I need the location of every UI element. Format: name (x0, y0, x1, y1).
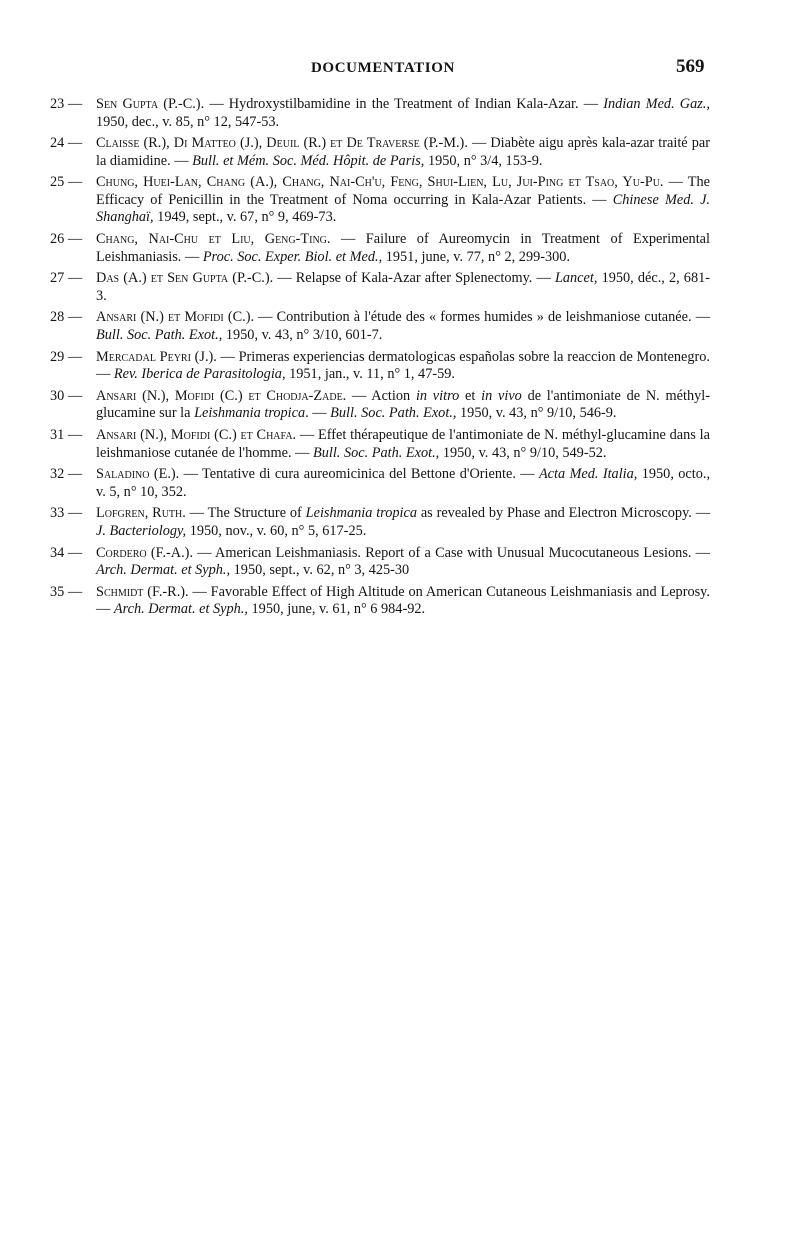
reference-item (50, 135, 710, 170)
reference-title: . (305, 405, 309, 422)
reference-journal: Rev. Iberica de Parasitologia, (113, 366, 286, 383)
reference-title: Relapse of Kala-Azar after Splenectomy. (295, 270, 533, 287)
reference-text: Schmidt (F.-R.). — Favorable Effect of High Altitude on American Cutaneous Leishmaniasis and Leprosy. — Arch. Dermat. et Syph., 1950, june, v. 61, n° 6 984-92. (96, 583, 710, 618)
reference-details: 1950, v. 43, n° 9/10, 549-52. (442, 444, 607, 461)
page-number: 569 (676, 56, 705, 77)
reference-item (50, 96, 710, 131)
reference-title: in vivo (481, 387, 522, 404)
reference-journal: Lancet, (554, 270, 598, 287)
reference-item (50, 174, 710, 227)
reference-journal: Bull. Soc. Path. Exot., (312, 444, 440, 461)
reference-details: 1950, dec., v. 85, n° 12, 547-53. (96, 113, 280, 130)
reference-number: 23 — (50, 96, 83, 112)
reference-number: 24 — (50, 135, 83, 152)
reference-journal: Arch. Dermat. et Syph., (113, 601, 248, 618)
reference-authors: Lofgren, Ruth. (96, 505, 186, 522)
reference-title: de l'antimoniate de N. méthyl-glucamine sur la (96, 387, 710, 422)
reference-authors: Mercadal Peyri (J.). (96, 348, 217, 365)
reference-text: Chung, Huei-Lan, Chang (A.), Chang, Nai-Ch'u, Feng, Shui-Lien, Lu, Jui-Ping et Tsao, Yu-Pu. — The Efficacy of Penicillin in the Treatment of Noma occurring in Kala-Azar Patients. — Chinese Med. J. Shanghaï, 1949, sept., v. 67, n° 9, 469-73. (96, 174, 710, 226)
reference-title: Tentative di cura aureomicinica del Bettone d'Oriente. (202, 466, 516, 483)
reference-item (50, 309, 710, 344)
reference-title: Failure of Aureomycin in Treatment of Experimental Leishmaniasis. (96, 231, 710, 265)
reference-title: as revealed by Phase and Electron Microscopy. (416, 505, 692, 522)
reference-authors: Sen Gupta (P.-C.). (96, 96, 205, 112)
reference-item (50, 466, 710, 501)
reference-item (50, 231, 710, 266)
reference-text: Claisse (R.), Di Matteo (J.), Deuil (R.) et De Traverse (P.-M.). — Diabète aigu après kala-azar traité par la diamidine. — Bull. et Mém. Soc. Méd. Hôpit. de Paris, 1950, n° 3/4, 153-9. (96, 135, 710, 169)
reference-title: Action (371, 387, 416, 404)
reference-number: 34 — (50, 544, 83, 561)
reference-journal: Bull. Soc. Path. Exot., (96, 326, 223, 343)
reference-number: 33 — (50, 505, 83, 522)
reference-number: 29 — (50, 348, 83, 365)
reference-journal: Proc. Soc. Exper. Biol. et Med., (202, 248, 383, 265)
reference-journal: J. Bacteriology, (96, 522, 187, 539)
reference-text: Lofgren, Ruth. — The Structure of Leishmania tropica as revealed by Phase and Electron Microscopy. — J. Bacteriology, 1950, nov., v. 60, n° 5, 617-25. (96, 505, 711, 539)
reference-details: 1950, nov., v. 60, n° 5, 617-25. (189, 522, 367, 539)
reference-text: Chang, Nai-Chu et Liu, Geng-Ting. — Failure of Aureomycin in Treatment of Experimental Leishmaniasis. — Proc. Soc. Exper. Biol. et Med., 1951, june, v. 77, n° 2, 299-300. (96, 231, 710, 265)
reference-details: 1950, v. 43, n° 9/10, 546-9. (460, 405, 617, 422)
reference-title: The Structure of (207, 505, 306, 522)
reference-authors: Chung, Huei-Lan, Chang (A.), Chang, Nai-Ch'u, Feng, Shui-Lien, Lu, Jui-Ping et Tsao, Yu-Pu. (96, 174, 664, 191)
reference-authors: Saladino (E.). (96, 466, 180, 483)
reference-title: Contribution à l'étude des « formes humides » de leishmaniose cutanée. (276, 309, 692, 326)
reference-text: Ansari (N.) et Mofidi (C.). — Contribution à l'étude des « formes humides » de leishmaniose cutanée. — Bull. Soc. Path. Exot., 1950, v. 43, n° 3/10, 601-7. (96, 309, 710, 343)
reference-details: 1949, sept., v. 67, n° 9, 469-73. (157, 209, 337, 226)
reference-number: 31 — (50, 427, 83, 443)
reference-authors: Ansari (N.), Mofidi (C.) et Chodja-Zade. (96, 387, 347, 404)
reference-title: Diabète aigu après kala-azar traité par la diamidine. (96, 135, 710, 169)
reference-details: 1950, v. 43, n° 3/10, 601-7. (225, 326, 383, 343)
reference-title: Hydroxystilbamidine in the Treatment of Indian Kala-Azar. (228, 96, 579, 112)
reference-title: Leishmania tropica (305, 505, 417, 522)
reference-number: 32 — (50, 466, 83, 483)
reference-text: Das (A.) et Sen Gupta (P.-C.). — Relapse of Kala-Azar after Splenectomy. — Lancet, 1950, déc., 2, 681-3. (96, 270, 711, 304)
reference-journal: Chinese Med. J. Shanghaï, (96, 191, 710, 226)
reference-title: Primeras experiencias dermatologicas españolas sobre la reaccion de Montenegro. (238, 348, 710, 365)
reference-title: Effet thérapeutique de l'antimoniate de N. méthyl-glucamine dans la leishmaniose cutanée de l'homme. (96, 427, 710, 461)
reference-details: 1950, june, v. 61, n° 6 984-92. (251, 601, 426, 618)
reference-details: 1950, sept., v. 62, n° 3, 425-30 (233, 562, 410, 579)
reference-number: 26 — (50, 231, 83, 248)
reference-authors: Ansari (N.) et Mofidi (C.). (96, 309, 255, 326)
reference-text: Ansari (N.), Mofidi (C.) et Chodja-Zade. — Action in vitro et in vivo de l'antimoniate de N. méthyl-glucamine sur la Leishmania tropica. — Bull. Soc. Path. Exot., 1950, v. 43, n° 9/10, 546-9. (96, 387, 710, 422)
reference-authors: Ansari (N.), Mofidi (C.) et Chafa. (96, 427, 297, 443)
reference-item (50, 270, 710, 305)
reference-item (50, 584, 710, 619)
reference-text: Cordero (F.-A.). — American Leishmaniasis. Report of a Case with Unusual Mucocutaneous Lesions. — Arch. Dermat. et Syph., 1950, sept., v. 62, n° 3, 425-30 (96, 544, 710, 579)
reference-list (50, 96, 710, 623)
reference-authors: Das (A.) et Sen Gupta (P.-C.). (96, 270, 274, 287)
reference-item (50, 388, 710, 423)
reference-title: Favorable Effect of High Altitude on American Cutaneous Leishmaniasis and Leprosy. (210, 583, 710, 600)
reference-journal: Acta Med. Italia, (538, 466, 638, 483)
reference-item (50, 505, 710, 540)
reference-details: 1951, jan., v. 11, n° 1, 47-59. (289, 366, 455, 383)
reference-item (50, 545, 710, 580)
reference-text: Sen Gupta (P.-C.). — Hydroxystilbamidine in the Treatment of Indian Kala-Azar. — Indian Med. Gaz., 1950, dec., v. 85, n° 12, 547-53. (96, 96, 710, 130)
running-head (0, 58, 800, 80)
reference-title: Leishmania tropica (194, 405, 306, 422)
reference-journal: Arch. Dermat. et Syph., (96, 562, 231, 579)
reference-title: The Efficacy of Penicillin in the Treatment of Noma occurring in Kala-Azar Patients. (96, 174, 710, 208)
reference-number: 25 — (50, 174, 83, 191)
reference-journal: Bull. et Mém. Soc. Méd. Hôpit. de Paris, (192, 152, 425, 169)
reference-details: 1951, june, v. 77, n° 2, 299-300. (385, 248, 571, 265)
reference-item (50, 349, 710, 384)
reference-title: in vitro (415, 387, 460, 404)
reference-authors: Schmidt (F.-R.). (96, 583, 189, 600)
reference-details: 1950, octo., v. 5, n° 10, 352. (96, 466, 711, 500)
reference-details: 1950, déc., 2, 681-3. (96, 270, 711, 304)
reference-title: et (459, 387, 482, 404)
reference-details: 1950, n° 3/4, 153-9. (427, 152, 543, 169)
reference-authors: Claisse (R.), Di Matteo (J.), Deuil (R.) et De Traverse (P.-M.). (96, 135, 468, 152)
reference-number: 27 — (50, 270, 83, 287)
reference-item (50, 427, 710, 462)
reference-title: American Leishmaniasis. Report of a Case with Unusual Mucocutaneous Lesions. (215, 544, 692, 561)
reference-journal: Bull. Soc. Path. Exot., (330, 405, 457, 422)
reference-number: 28 — (50, 309, 83, 326)
reference-journal: Indian Med. Gaz., (603, 96, 710, 112)
reference-text: Ansari (N.), Mofidi (C.) et Chafa. — Effet thérapeutique de l'antimoniate de N. méthyl-glucamine dans la leishmaniose cutanée de l'homme. — Bull. Soc. Path. Exot., 1950, v. 43, n° 9/10, 549-52. (96, 427, 710, 461)
reference-authors: Chang, Nai-Chu et Liu, Geng-Ting. (96, 231, 331, 248)
reference-text: Saladino (E.). — Tentative di cura aureomicinica del Bettone d'Oriente. — Acta Med. Italia, 1950, octo., v. 5, n° 10, 352. (96, 466, 711, 500)
reference-authors: Cordero (F.-A.). (96, 544, 194, 561)
reference-number: 35 — (50, 583, 83, 600)
running-title: DOCUMENTATION (311, 60, 455, 76)
reference-number: 30 — (50, 387, 83, 404)
reference-text: Mercadal Peyri (J.). — Primeras experiencias dermatologicas españolas sobre la reaccion de Montenegro. — Rev. Iberica de Parasitologia, 1951, jan., v. 11, n° 1, 47-59. (96, 348, 710, 383)
